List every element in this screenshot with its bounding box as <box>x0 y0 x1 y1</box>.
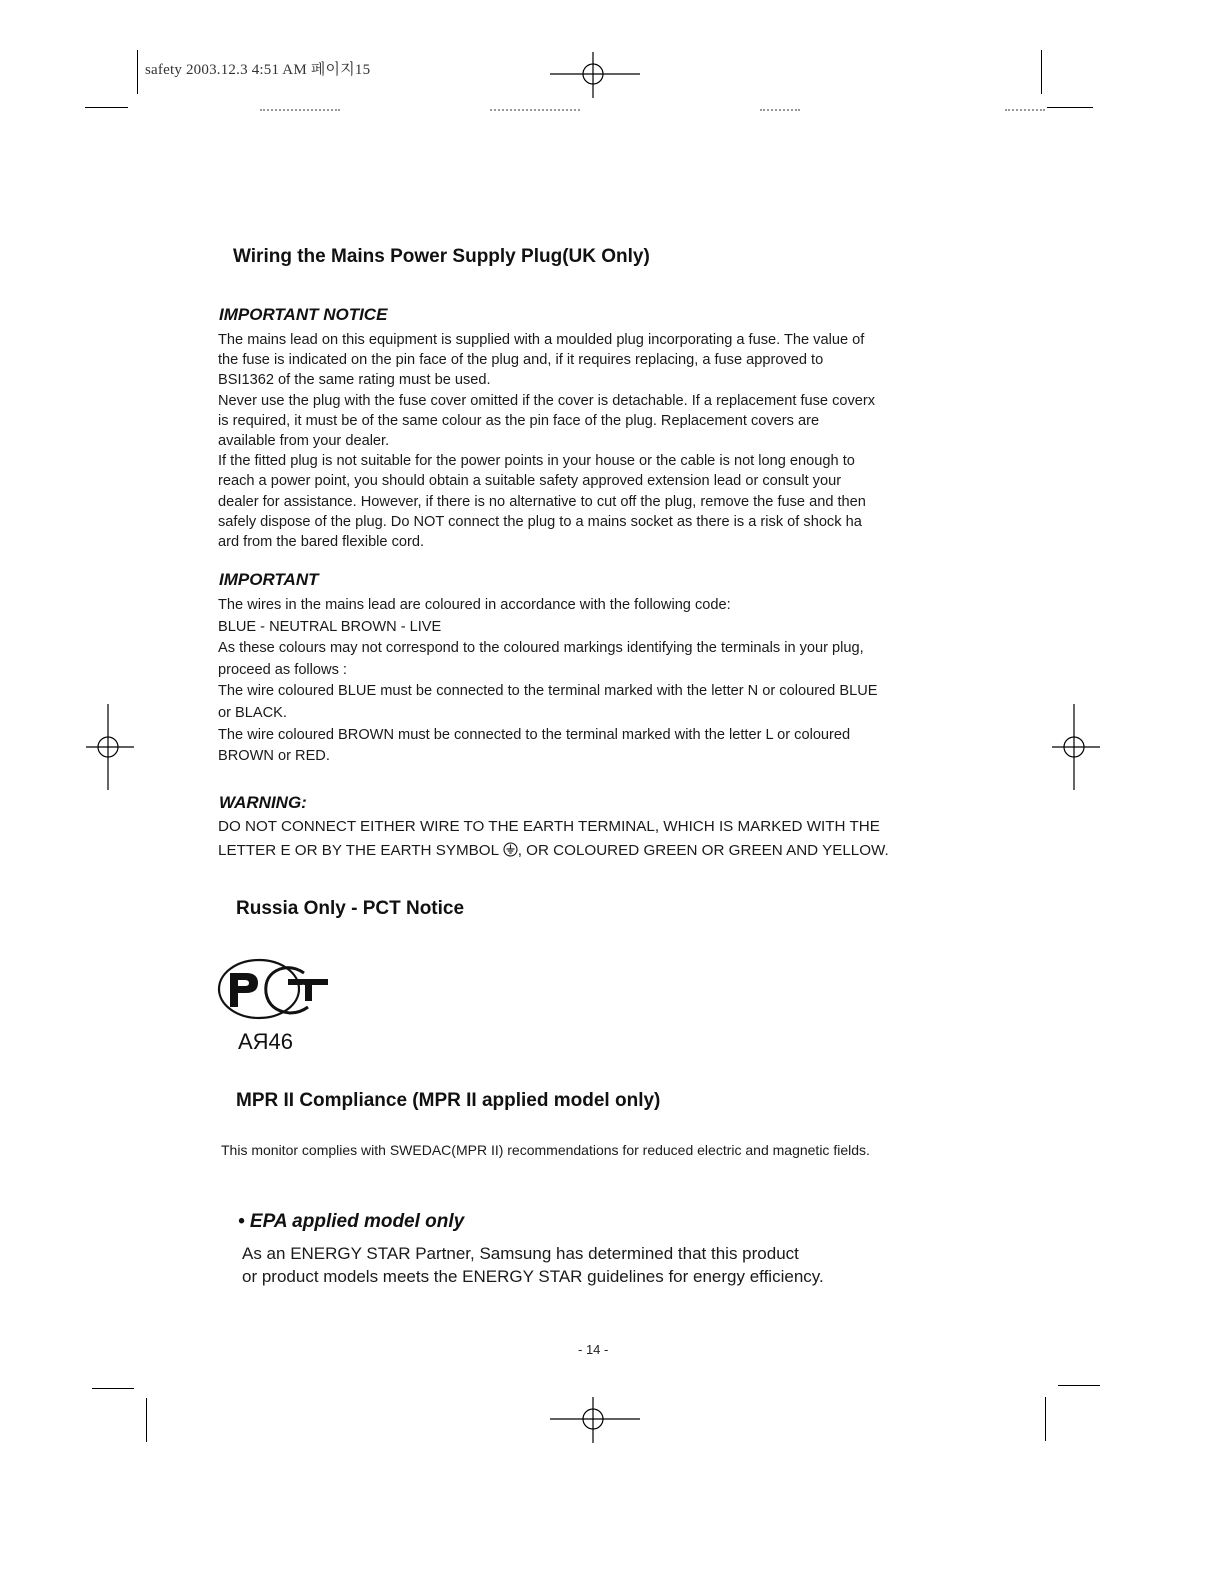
important-notice-text <box>218 330 875 552</box>
text-line <box>218 839 889 863</box>
warning-text-pre: LETTER E OR BY THE EARTH SYMBOL <box>218 842 499 859</box>
text-line: available from your dealer. <box>218 433 390 450</box>
text-line: ard from the bared flexible cord. <box>218 534 425 551</box>
scan-dots <box>260 109 340 113</box>
text-line: reach a power point, you should obtain a suitable safety approved extension lead or consult your <box>218 473 842 490</box>
text-line: BLUE - NEUTRAL BROWN - LIVE <box>218 618 442 635</box>
text-line: is required, it must be of the same colour as the pin face of the plug. Replacement covers are <box>218 412 820 429</box>
important-text <box>218 595 877 768</box>
text-line: or product models meets the ENERGY STAR guidelines for energy efficiency. <box>242 1267 824 1286</box>
section-title-uk-plug: Wiring the Mains Power Supply Plug(UK Only) <box>233 246 650 267</box>
pct-logo-text: PCT <box>302 985 304 986</box>
text-line: If the fitted plug is not suitable for the power points in your house or the cable is not long enough to <box>218 453 855 470</box>
text-line: The mains lead on this equipment is supplied with a moulded plug incorporating a fuse. The value of <box>218 332 865 348</box>
text-line: or BLACK. <box>218 704 287 721</box>
section-title-epa: • EPA applied model only <box>238 1211 465 1232</box>
scan-dots <box>490 109 580 113</box>
page-number: - 14 - <box>578 1342 609 1357</box>
registration-target-icon <box>1052 704 1100 790</box>
earth-symbol-icon <box>503 842 518 857</box>
mpr-compliance-text: This monitor complies with SWEDAC(MPR II) recommendations for reduced electric and magnetic fields. <box>221 1142 870 1158</box>
important-label: IMPORTANT <box>219 570 319 589</box>
text-line: BROWN or RED. <box>218 748 330 765</box>
important-notice-label: IMPORTANT NOTICE <box>219 305 388 324</box>
section-title-russia: Russia Only - PCT Notice <box>236 898 465 919</box>
text-line: dealer for assistance. However, if there is no alternative to cut off the plug, remove the fuse and then <box>218 493 866 510</box>
text-line: Never use the plug with the fuse cover omitted if the cover is detachable. If a replacement fuse coverx <box>218 392 876 409</box>
text-line: As an ENERGY STAR Partner, Samsung has determined that this product <box>242 1244 799 1263</box>
text-line: The wire coloured BROWN must be connected to the terminal marked with the letter L or coloured <box>218 726 851 743</box>
text-line: the fuse is indicated on the pin face of the plug and, if it requires replacing, a fuse approved to <box>218 352 824 369</box>
warning-text <box>218 815 889 863</box>
epa-text <box>242 1242 824 1288</box>
section-title-mpr: MPR II Compliance (MPR II applied model only) <box>236 1090 661 1111</box>
registration-target-icon <box>550 52 640 100</box>
warning-text-post: , OR COLOURED GREEN OR GREEN AND YELLOW. <box>517 842 889 859</box>
registration-target-icon <box>86 704 134 790</box>
pct-logo-icon <box>216 955 334 1027</box>
registration-target-icon <box>550 1397 640 1445</box>
text-line: The wires in the mains lead are coloured in accordance with the following code: <box>218 597 731 613</box>
scan-dots <box>760 109 800 113</box>
text-line: As these colours may not correspond to the coloured markings identifying the terminals in your plug, <box>218 640 864 657</box>
scan-dots <box>1005 109 1045 113</box>
text-line: proceed as follows : <box>218 661 347 678</box>
warning-label: WARNING: <box>219 793 307 812</box>
pct-certificate-code: AЯ46 <box>238 1029 294 1054</box>
text-line: DO NOT CONNECT EITHER WIRE TO THE EARTH TERMINAL, WHICH IS MARKED WITH THE <box>218 818 880 835</box>
text-line: safely dispose of the plug. Do NOT connect the plug to a mains socket as there is a risk of shock ha <box>218 513 862 530</box>
text-line: The wire coloured BLUE must be connected to the terminal marked with the letter N or coloured BLUE <box>218 683 878 700</box>
print-header: safety 2003.12.3 4:51 AM 페이지15 <box>145 62 371 78</box>
text-line: BSI1362 of the same rating must be used. <box>218 372 491 389</box>
